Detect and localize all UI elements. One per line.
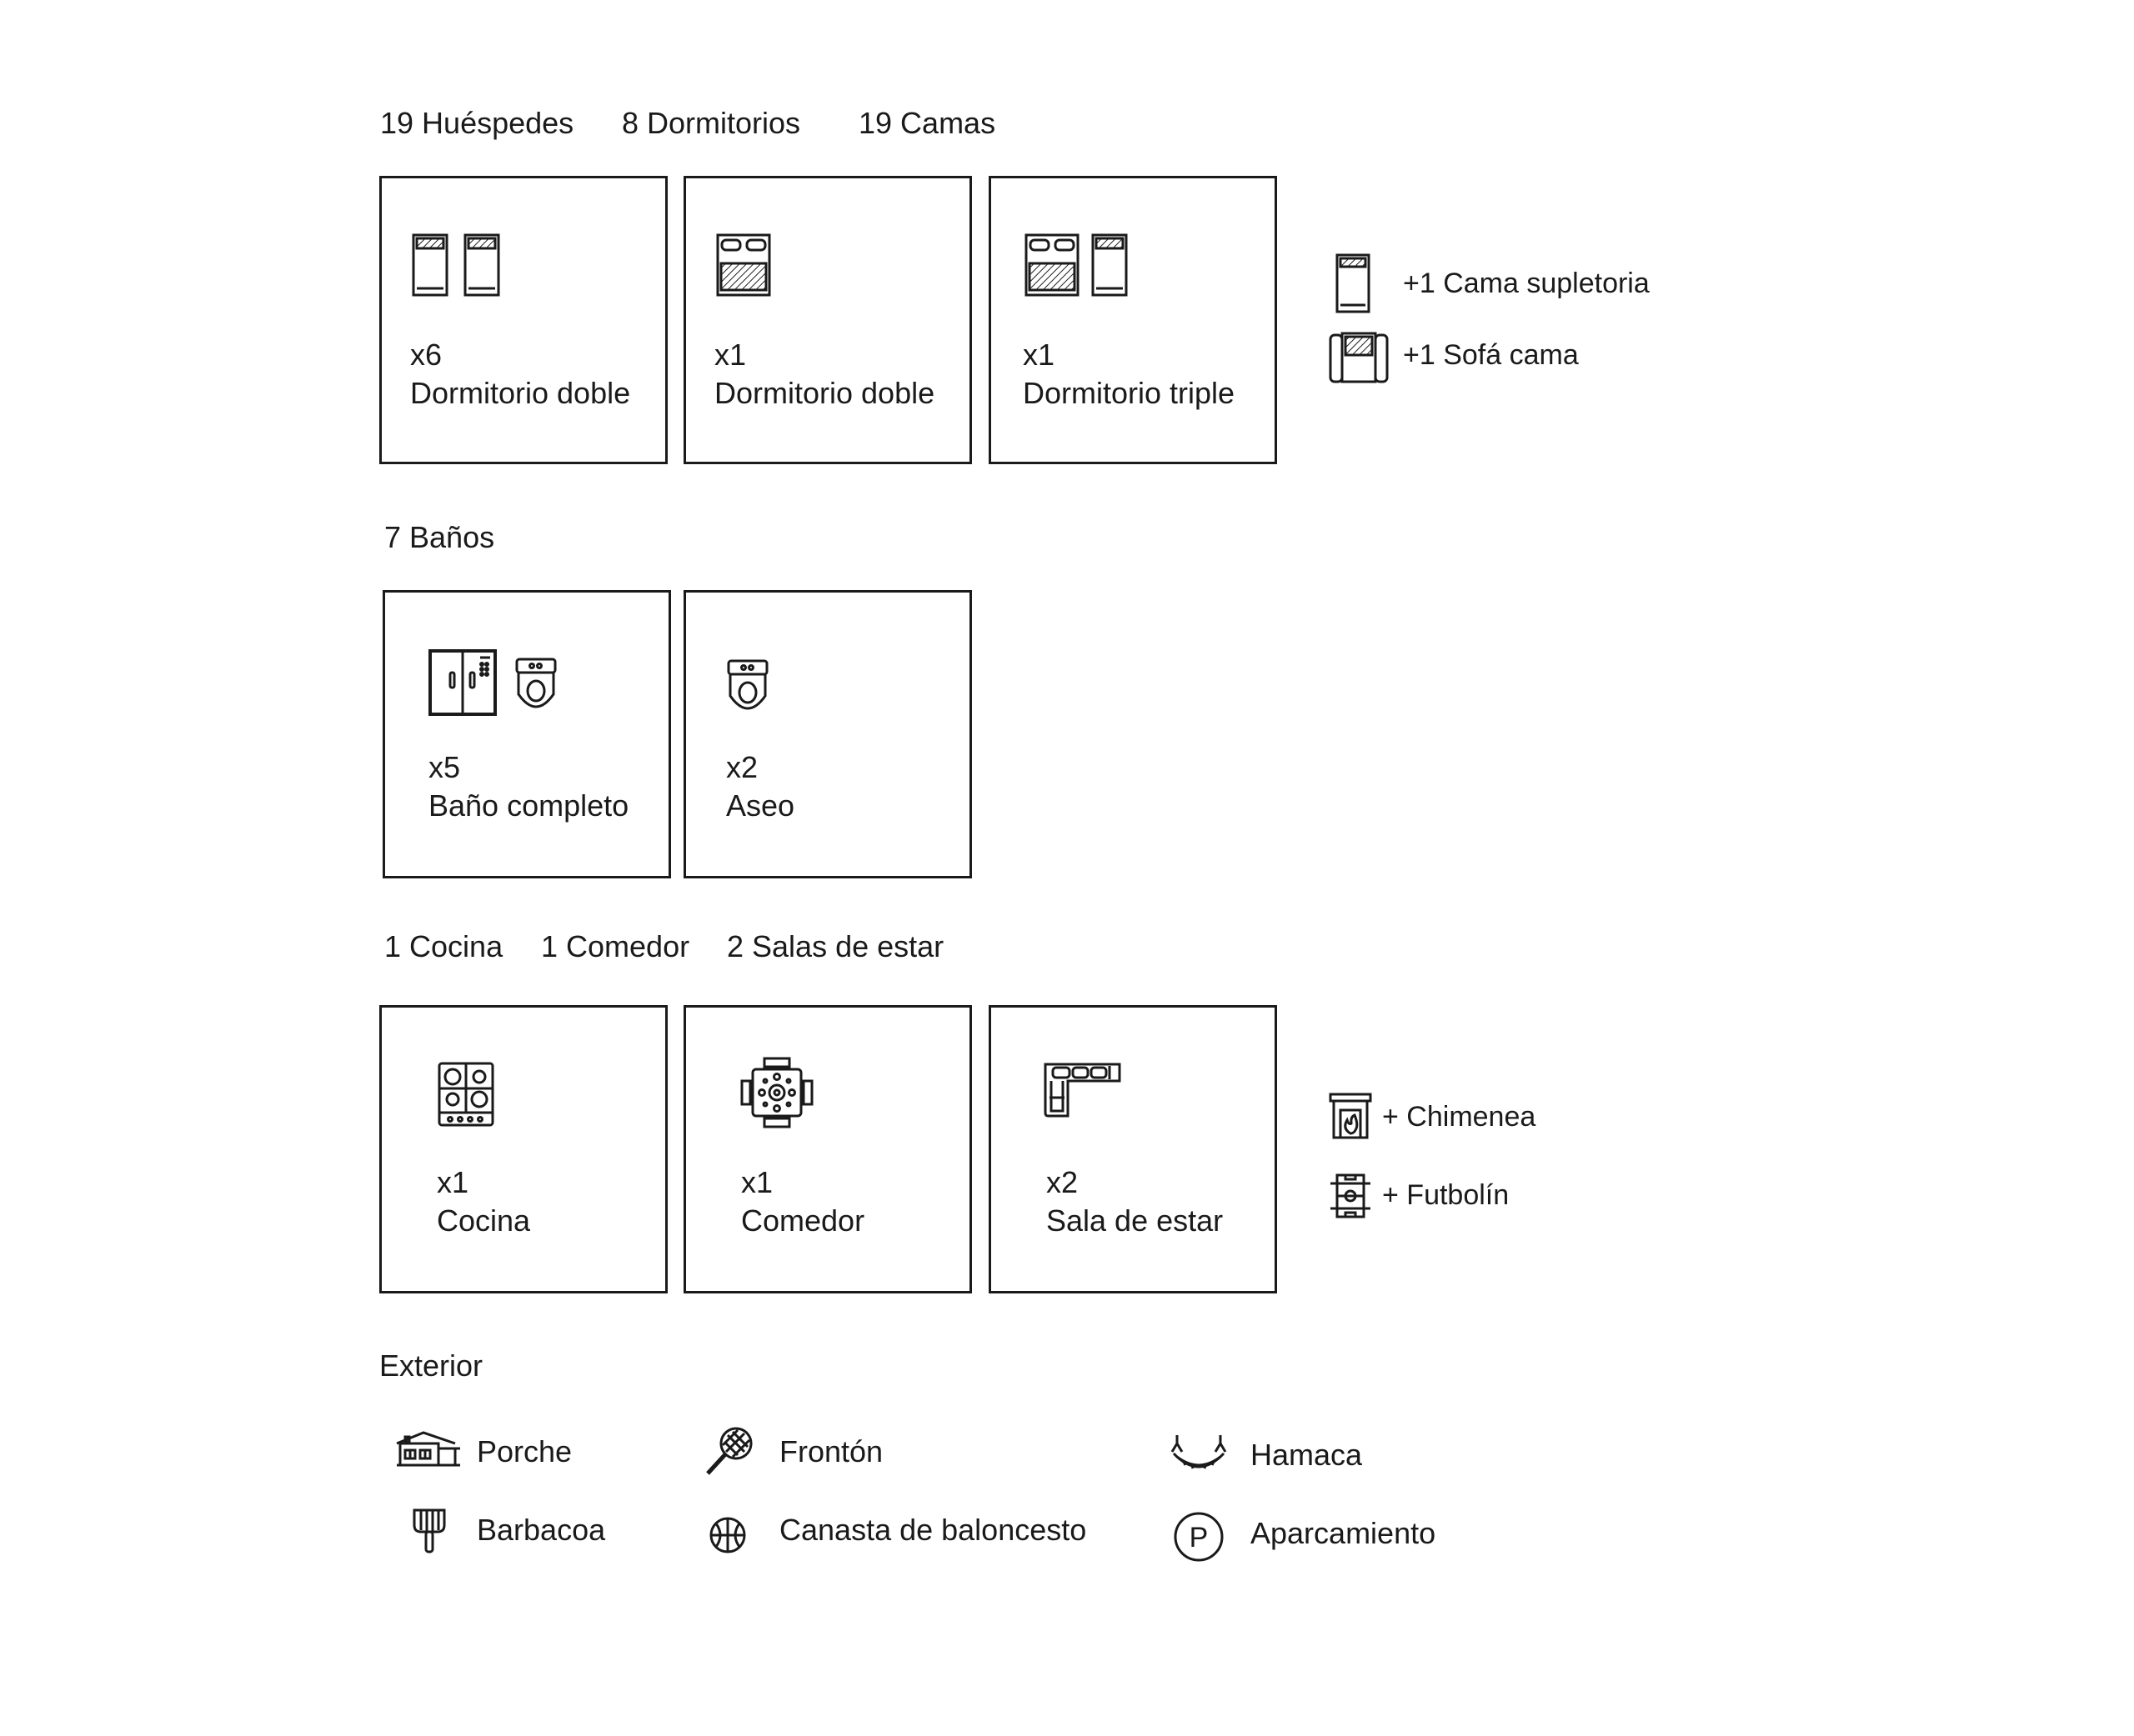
fireplace-icon [1329,1092,1372,1140]
hammock-label: Hamaca [1250,1438,1363,1472]
hammock-icon [1170,1433,1227,1473]
bathroom-card-full [383,590,671,878]
kitchen-card [379,1005,668,1293]
basketball-icon [708,1515,748,1555]
bedroom-count: x6 [410,338,443,372]
parking-icon [1172,1510,1225,1563]
kitchen-count: 1 Cocina [384,929,503,963]
sofa-bed-label: +1 Sofá cama [1403,339,1579,371]
barbecue-label: Barbacoa [477,1513,606,1547]
bedroom-card-double-x6 [379,176,668,464]
racket-icon [704,1425,754,1477]
extra-bed-icon [1334,252,1372,315]
dining-table-icon [739,1056,814,1129]
room-label: Sala de estar [1046,1203,1224,1238]
room-label: Cocina [437,1203,531,1238]
toilet-icon [726,659,769,719]
corner-sofa-icon [1043,1061,1123,1119]
parking-label: Aparcamiento [1250,1516,1436,1550]
bedroom-count: x1 [1023,338,1055,372]
double-and-single-bed-icon [1023,232,1131,298]
sofa-bed-icon [1327,330,1390,387]
bathrooms-heading: 7 Baños [384,520,495,554]
stove-icon [437,1061,495,1128]
bathroom-label: Baño completo [428,788,629,823]
bathroom-label: Aseo [726,788,795,823]
bathroom-count: x5 [428,750,461,784]
basketball-label: Canasta de baloncesto [779,1513,1087,1547]
bedrooms-count: 8 Dormitorios [622,106,801,140]
beds-count: 19 Camas [859,106,996,140]
svg-text:P: P [1189,1522,1209,1553]
dining-card [684,1005,972,1293]
shower-and-toilet-icon [428,648,562,719]
porch-icon [395,1430,462,1468]
guests-count: 19 Huéspedes [380,106,574,140]
fireplace-label: + Chimenea [1382,1101,1536,1133]
bedroom-count: x1 [714,338,747,372]
bedroom-card-double-x1 [684,176,972,464]
extra-bed-label: +1 Cama supletoria [1403,268,1650,299]
dining-count: 1 Comedor [541,929,690,963]
fronton-label: Frontón [779,1434,884,1468]
bathroom-count: x2 [726,750,759,784]
living-room-card [989,1005,1277,1293]
bathroom-card-toilet [684,590,972,878]
room-count: x1 [437,1165,469,1199]
bedroom-label: Dormitorio doble [410,376,631,410]
room-count: x2 [1046,1165,1079,1199]
room-count: x1 [741,1165,774,1199]
room-label: Comedor [741,1203,865,1238]
foosball-label: + Futbolín [1382,1179,1510,1211]
double-bed-icon [714,232,773,298]
porch-label: Porche [477,1434,573,1468]
exterior-heading: Exterior [379,1348,483,1383]
living-rooms-count: 2 Salas de estar [727,929,944,963]
bedroom-label: Dormitorio triple [1023,376,1235,410]
bedroom-label: Dormitorio doble [714,376,935,410]
bedroom-card-triple-x1 [989,176,1277,464]
barbecue-icon [411,1507,448,1555]
foosball-icon [1329,1173,1372,1219]
two-single-beds-icon [410,232,502,298]
